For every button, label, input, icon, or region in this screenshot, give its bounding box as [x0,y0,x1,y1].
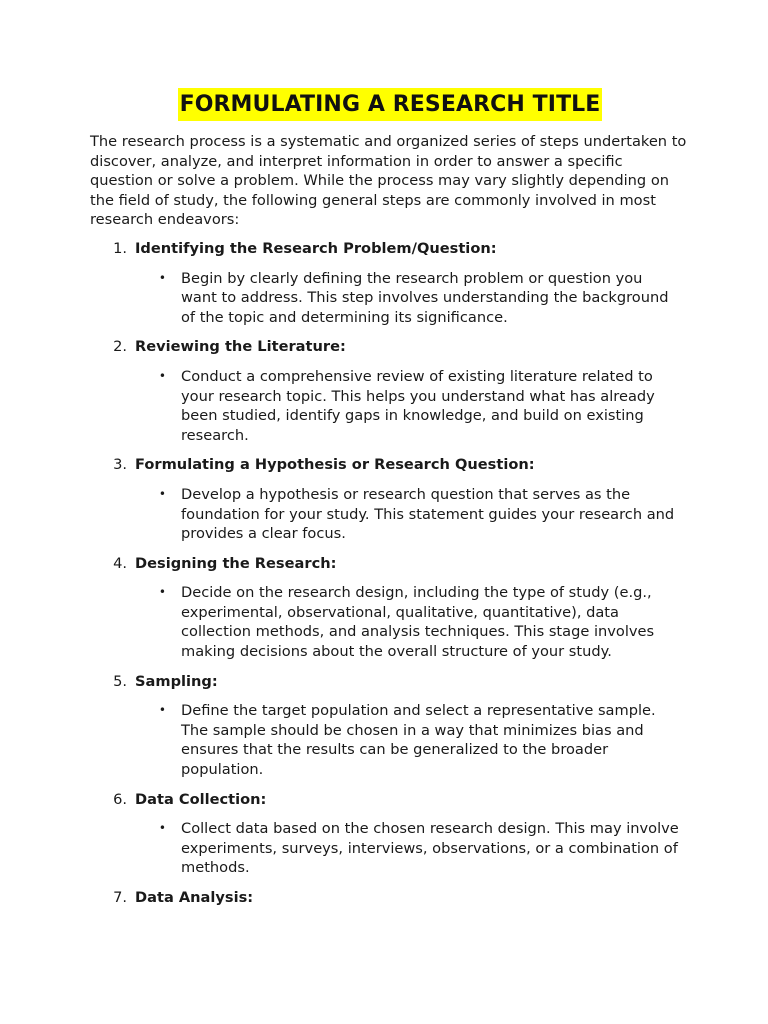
step-number: 3. [113,456,127,474]
steps-list [90,239,690,908]
step-heading [90,888,690,908]
step-number: 2. [113,338,127,356]
bullet-text: Conduct a comprehensive review of existing literature related to your research topic. This helps you understand what has already been studied, identify gaps in knowledge, and build on existing research. [181,367,655,444]
bullet-text: Begin by clearly defining the research problem or question you want to address. This step involves understanding the background of the topic and determining its significance. [181,269,669,326]
step-item [90,554,690,662]
step-number: 1. [113,239,127,257]
step-heading [90,337,690,357]
step-bullets [90,583,690,661]
bullet-icon: • [158,270,166,285]
document-page [90,88,690,918]
bullet-item [90,367,680,445]
step-title: Data Collection: [135,790,267,808]
bullet-text: Collect data based on the chosen research design. This may involve experiments, surveys, interviews, observations, or a combination of methods. [181,820,679,877]
step-title: Designing the Research: [135,554,337,572]
bullet-text: Define the target population and select a representative sample. The sample should be chosen in a way that minimizes bias and ensures that the results can be generalized to the broader population. [181,702,656,779]
bullet-text: Develop a hypothesis or research question that serves as the foundation for your study. This statement guides your research and provides a clear focus. [181,485,675,543]
document-title: FORMULATING A RESEARCH TITLE [178,88,603,121]
step-heading [90,239,690,259]
intro-paragraph: The research process is a systematic and organized series of steps undertaken to discover, analyze, and interpret information in order to answer a specific question or solve a problem. While the process may vary slightly depending on the field of study, the following general steps are commonly involved in most research endeavors: [90,133,687,229]
step-number: 7. [113,889,127,906]
title-wrapper [90,88,690,121]
bullet-icon: • [158,821,166,836]
step-item [90,337,690,445]
step-item [90,455,690,543]
step-title: Identifying the Research Problem/Question: [135,239,497,257]
step-bullets [90,485,690,544]
bullet-icon: • [158,585,166,600]
step-item [90,790,690,878]
step-bullets [90,269,690,328]
step-heading [90,790,690,810]
step-bullets [90,701,690,779]
step-item [90,672,690,780]
step-heading [90,672,690,692]
bullet-item [90,701,680,779]
bullet-icon: • [158,368,166,383]
step-heading [90,554,690,574]
step-item [90,239,690,327]
bullet-item [90,583,680,661]
bullet-icon: • [158,703,166,718]
step-title: Reviewing the Literature: [135,338,346,356]
step-heading [90,455,690,475]
step-number: 6. [113,790,127,808]
bullet-text: Decide on the research design, including the type of study (e.g., experimental, observational, qualitative, quantitative), data collection methods, and analysis techniques. This stage involves making decisions about the overall structure of your study. [181,584,655,661]
bullet-item [90,269,680,328]
step-bullets [90,819,690,878]
bullet-item [90,819,680,878]
step-number: 4. [113,554,127,572]
bullet-item [90,485,680,544]
step-title: Sampling: [135,672,218,690]
step-bullets [90,367,690,445]
step-title: Data Analysis: [135,889,254,906]
step-title: Formulating a Hypothesis or Research Question: [135,456,535,474]
step-item [90,888,690,908]
step-number: 5. [113,672,127,690]
bullet-icon: • [158,486,166,501]
